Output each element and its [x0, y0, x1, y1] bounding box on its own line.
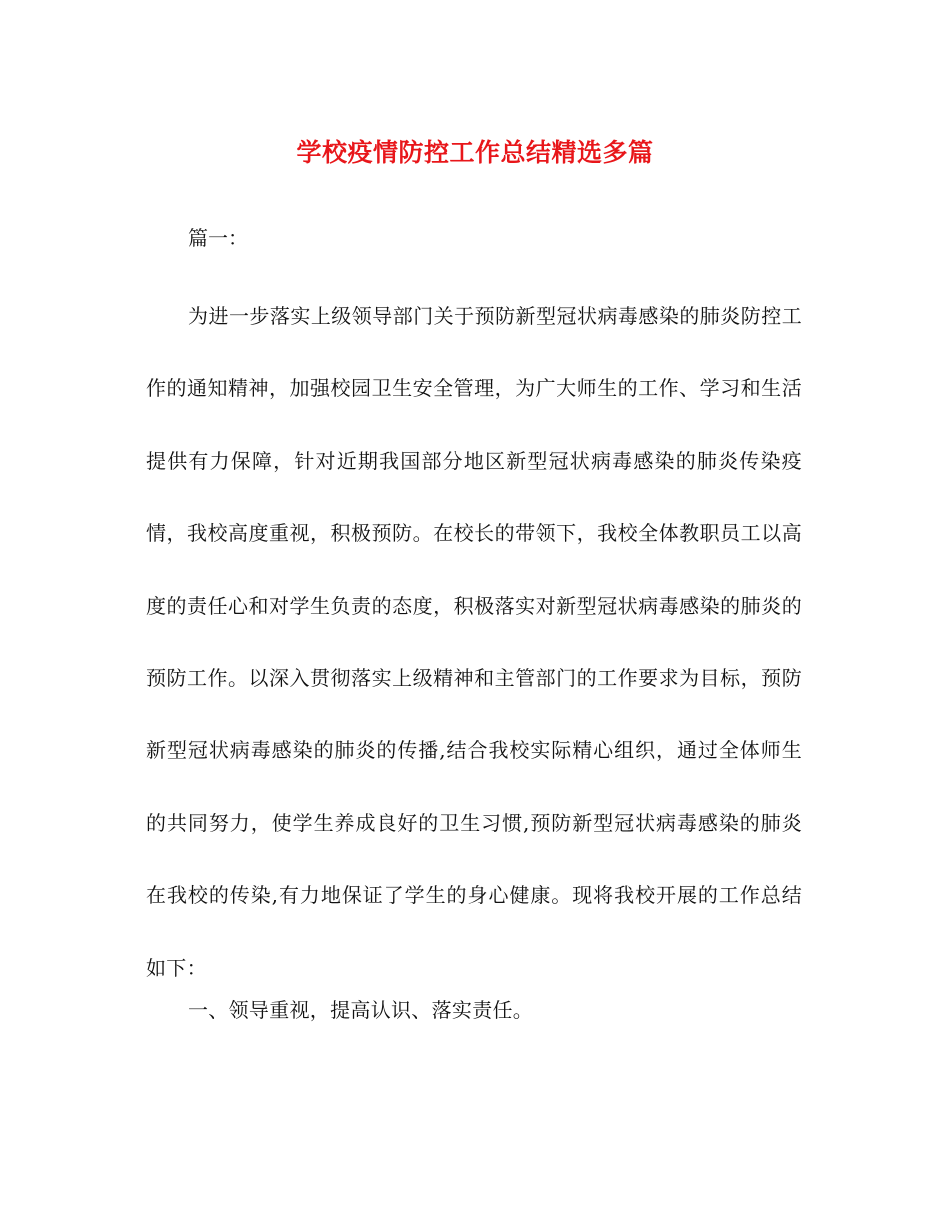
body-paragraph: 为进一步落实上级领导部门关于预防新型冠状病毒感染的肺炎防控工作的通知精神，加强校园卫生安全管理，为广大师生的工作、学习和生活提供有力保障，针对近期我国部分地区新型冠状病毒感染的肺炎传染疫情，我校高度重视，积极预防。在校长的带领下，我校全体教职员工以高度的责任心和对学生负责的态度，积极落实对新型冠状病毒感染的肺炎的预防工作。以深入贯彻落实上级精神和主管部门的工作要求为目标，预防新型冠状病毒感染的肺炎的传播,结合我校实际精心组织，通过全体师生的共同努力，使学生养成良好的卫生习惯,预防新型冠状病毒感染的肺炎在我校的传染,有力地保证了学生的身心健康。现将我校开展的工作总结如下： [146, 304, 802, 980]
section-heading-1: 一、领导重视，提高认识、落实责任。 [188, 998, 534, 1022]
document-title: 学校疫情防控工作总结精选多篇 [296, 138, 654, 167]
section-label: 篇一： [188, 226, 248, 250]
